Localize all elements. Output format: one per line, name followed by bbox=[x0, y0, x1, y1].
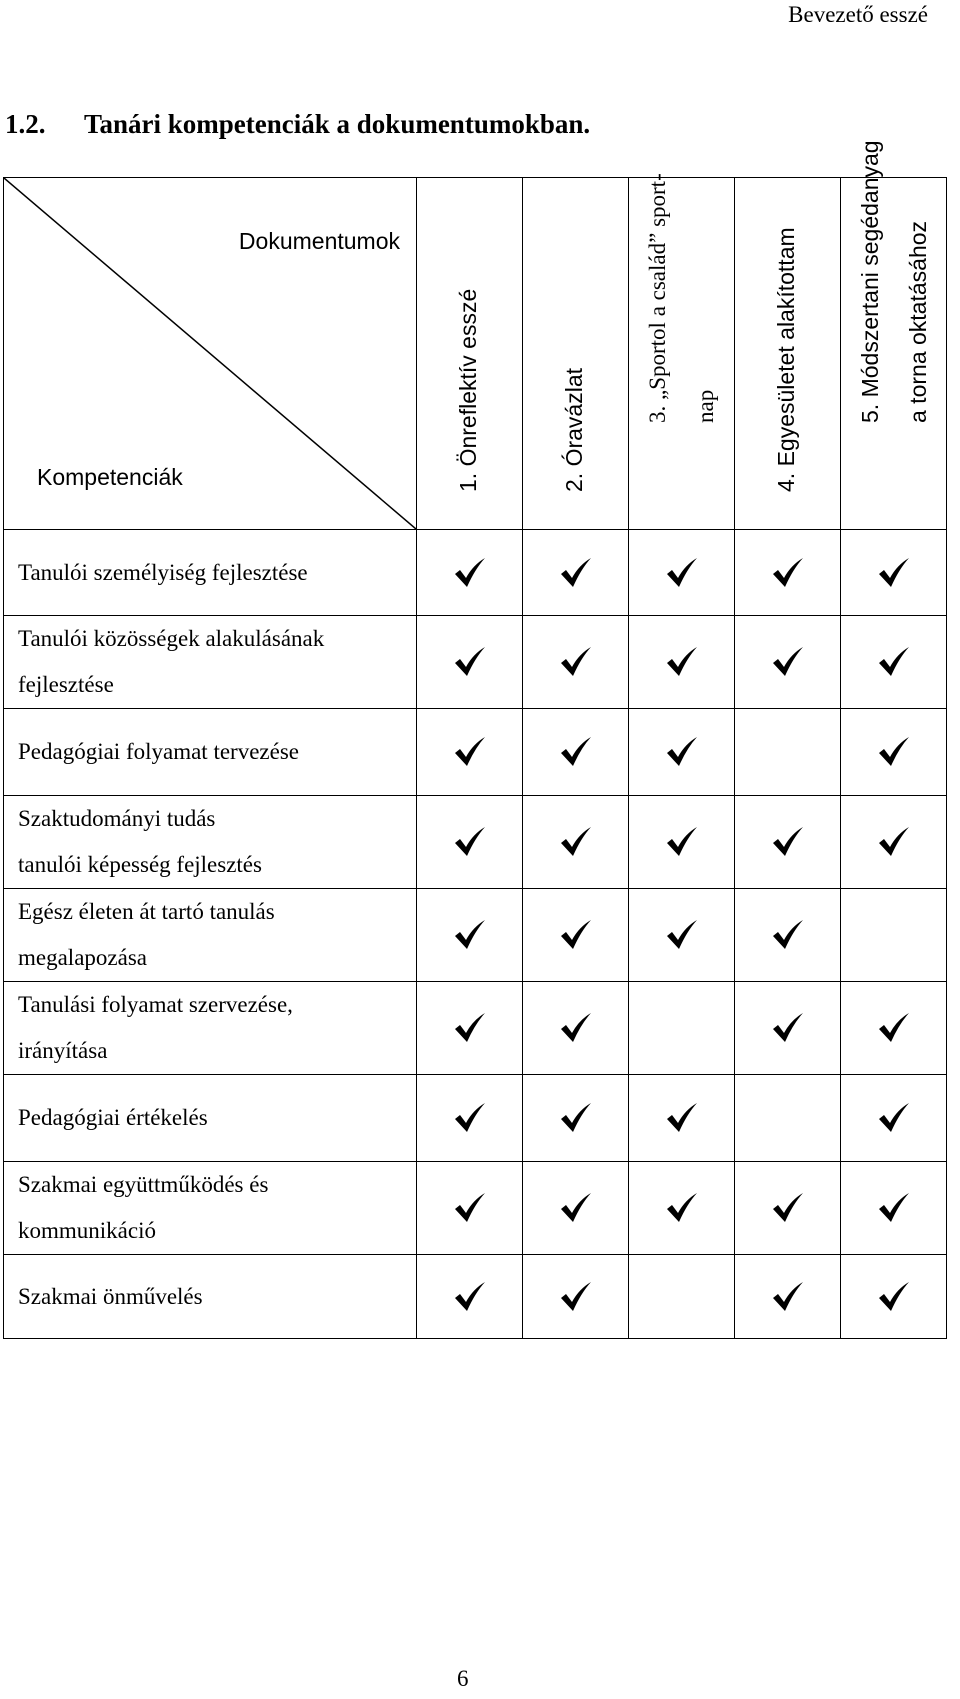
competency-row bbox=[4, 616, 947, 709]
document-label-line: 5. Módszertani segédanyag bbox=[856, 140, 883, 423]
competency-label bbox=[4, 616, 417, 709]
checkmark-icon bbox=[665, 833, 699, 850]
checkmark-icon bbox=[877, 833, 911, 850]
page-number: 6 bbox=[457, 1666, 469, 1691]
checkmark-icon bbox=[559, 743, 593, 760]
document-label bbox=[773, 227, 800, 492]
competency-label-line: irányítása bbox=[18, 1038, 108, 1063]
check-cell bbox=[735, 982, 841, 1075]
check-cell bbox=[735, 616, 841, 709]
check-cell bbox=[523, 616, 629, 709]
competency-label-line: tanulói képesség fejlesztés bbox=[18, 852, 262, 877]
competency-label-line: Tanulói személyiség fejlesztése bbox=[18, 559, 308, 585]
competency-label-line: kommunikáció bbox=[18, 1218, 156, 1243]
document-header-1 bbox=[417, 178, 523, 530]
competency-row bbox=[4, 1255, 947, 1339]
document-label-line: 2. Óravázlat bbox=[560, 368, 587, 492]
checkmark-icon bbox=[877, 1199, 911, 1216]
competency-label-line: Szakmai együttműködés és bbox=[18, 1172, 269, 1197]
check-cell bbox=[629, 796, 735, 889]
competency-row bbox=[4, 982, 947, 1075]
checkmark-icon bbox=[559, 563, 593, 580]
checkmark-icon bbox=[453, 926, 487, 943]
checkmark-icon bbox=[771, 1287, 805, 1304]
check-cell bbox=[523, 889, 629, 982]
check-cell bbox=[523, 1075, 629, 1162]
competency-label-line: Pedagógiai folyamat tervezése bbox=[18, 739, 299, 764]
check-cell bbox=[523, 1162, 629, 1255]
competency-row bbox=[4, 1162, 947, 1255]
check-cell bbox=[523, 796, 629, 889]
competency-label-line: fejlesztése bbox=[18, 672, 114, 697]
competency-label bbox=[4, 982, 417, 1075]
header-row bbox=[4, 178, 947, 530]
check-cell bbox=[841, 1255, 947, 1339]
check-cell bbox=[735, 1255, 841, 1339]
document-label bbox=[634, 173, 730, 423]
checkmark-icon bbox=[771, 1199, 805, 1216]
competency-label bbox=[4, 1075, 417, 1162]
competency-label bbox=[4, 889, 417, 982]
competency-row bbox=[4, 1075, 947, 1162]
checkmark-icon bbox=[665, 1199, 699, 1216]
check-cell bbox=[417, 1162, 523, 1255]
checkmark-icon bbox=[665, 653, 699, 670]
check-cell bbox=[417, 709, 523, 796]
check-cell bbox=[629, 709, 735, 796]
competency-row bbox=[4, 889, 947, 982]
check-cell bbox=[629, 982, 735, 1075]
check-cell bbox=[735, 796, 841, 889]
check-cell bbox=[841, 889, 947, 982]
competency-label-line: Tanulói közösségek alakulásának bbox=[18, 626, 325, 651]
competency-label-line: Szakmai önművelés bbox=[18, 1283, 203, 1309]
check-cell bbox=[629, 889, 735, 982]
checkmark-icon bbox=[877, 653, 911, 670]
documents-axis-label: Dokumentumok bbox=[238, 228, 400, 254]
check-cell bbox=[841, 530, 947, 616]
checkmark-icon bbox=[877, 1019, 911, 1036]
document-label bbox=[455, 289, 482, 492]
checkmark-icon bbox=[559, 926, 593, 943]
document-header-4 bbox=[735, 178, 841, 530]
check-cell bbox=[417, 796, 523, 889]
checkmark-icon bbox=[453, 1287, 487, 1304]
checkmark-icon bbox=[877, 1287, 911, 1304]
checkmark-icon bbox=[453, 563, 487, 580]
checkmark-icon bbox=[453, 1019, 487, 1036]
competency-label-line: Pedagógiai értékelés bbox=[18, 1105, 208, 1130]
check-cell bbox=[417, 530, 523, 616]
competency-label-line: Egész életen át tartó tanulás bbox=[18, 899, 275, 924]
checkmark-icon bbox=[771, 833, 805, 850]
running-head: Bevezető esszé bbox=[788, 2, 928, 27]
document-label-line: 1. Önreflektív esszé bbox=[454, 288, 481, 492]
checkmark-icon bbox=[453, 743, 487, 760]
check-cell bbox=[841, 796, 947, 889]
competency-table bbox=[3, 140, 947, 1339]
checkmark-icon bbox=[665, 563, 699, 580]
check-cell bbox=[629, 1162, 735, 1255]
checkmark-icon bbox=[771, 926, 805, 943]
document-header-2 bbox=[523, 178, 629, 530]
check-cell bbox=[735, 1162, 841, 1255]
checkmark-icon bbox=[771, 1019, 805, 1036]
checkmark-icon bbox=[771, 653, 805, 670]
document-header-5 bbox=[841, 140, 947, 530]
checkmark-icon bbox=[877, 1109, 911, 1126]
check-cell bbox=[523, 1255, 629, 1339]
check-cell bbox=[417, 1075, 523, 1162]
checkmark-icon bbox=[559, 1019, 593, 1036]
corner-cell bbox=[4, 178, 417, 530]
checkmark-icon bbox=[877, 563, 911, 580]
checkmark-icon bbox=[453, 1109, 487, 1126]
check-cell bbox=[629, 1075, 735, 1162]
check-cell bbox=[841, 709, 947, 796]
checkmark-icon bbox=[559, 1109, 593, 1126]
competencies-axis-label: Kompetenciák bbox=[37, 464, 183, 490]
check-cell bbox=[523, 530, 629, 616]
check-cell bbox=[523, 709, 629, 796]
competency-label bbox=[4, 1255, 417, 1339]
checkmark-icon bbox=[453, 1199, 487, 1216]
competency-label-line: Tanulási folyamat szervezése, bbox=[18, 992, 293, 1017]
checkmark-icon bbox=[665, 926, 699, 943]
checkmark-icon bbox=[559, 1199, 593, 1216]
section-number: 1.2. bbox=[5, 109, 46, 139]
checkmark-icon bbox=[559, 653, 593, 670]
check-cell bbox=[841, 1162, 947, 1255]
check-cell bbox=[629, 1255, 735, 1339]
document-label bbox=[846, 140, 942, 423]
checkmark-icon bbox=[453, 833, 487, 850]
competency-label bbox=[4, 709, 417, 796]
check-cell bbox=[735, 1075, 841, 1162]
checkmark-icon bbox=[665, 743, 699, 760]
check-cell bbox=[735, 889, 841, 982]
checkmark-icon bbox=[771, 563, 805, 580]
checkmark-icon bbox=[559, 833, 593, 850]
check-cell bbox=[417, 616, 523, 709]
checkmark-icon bbox=[559, 1287, 593, 1304]
competency-label bbox=[4, 796, 417, 889]
section-heading bbox=[5, 109, 590, 140]
document-label-line: a torna oktatásához bbox=[904, 220, 931, 423]
competency-label-line: megalapozása bbox=[18, 945, 147, 970]
section-title: Tanári kompetenciák a dokumentumokban. bbox=[84, 109, 591, 139]
check-cell bbox=[629, 530, 735, 616]
competency-row bbox=[4, 796, 947, 889]
checkmark-icon bbox=[453, 653, 487, 670]
check-cell bbox=[523, 982, 629, 1075]
checkmark-icon bbox=[665, 1109, 699, 1126]
document-label-line: nap bbox=[692, 389, 718, 423]
document-header-3 bbox=[629, 173, 735, 530]
check-cell bbox=[735, 530, 841, 616]
check-cell bbox=[841, 1075, 947, 1162]
document-label-line: 3. „Sportol a család” sport- bbox=[644, 173, 670, 423]
competency-label bbox=[4, 530, 417, 616]
check-cell bbox=[629, 616, 735, 709]
check-cell bbox=[417, 1255, 523, 1339]
check-cell bbox=[735, 709, 841, 796]
competency-row bbox=[4, 709, 947, 796]
check-cell bbox=[417, 889, 523, 982]
competency-row bbox=[4, 530, 947, 616]
document-label-line: 4. Egyesületet alakítottam bbox=[772, 227, 799, 492]
document-label bbox=[561, 368, 588, 492]
check-cell bbox=[841, 616, 947, 709]
competency-label bbox=[4, 1162, 417, 1255]
competency-label-line: Szaktudományi tudás bbox=[18, 806, 216, 831]
check-cell bbox=[417, 982, 523, 1075]
check-cell bbox=[841, 982, 947, 1075]
checkmark-icon bbox=[877, 743, 911, 760]
